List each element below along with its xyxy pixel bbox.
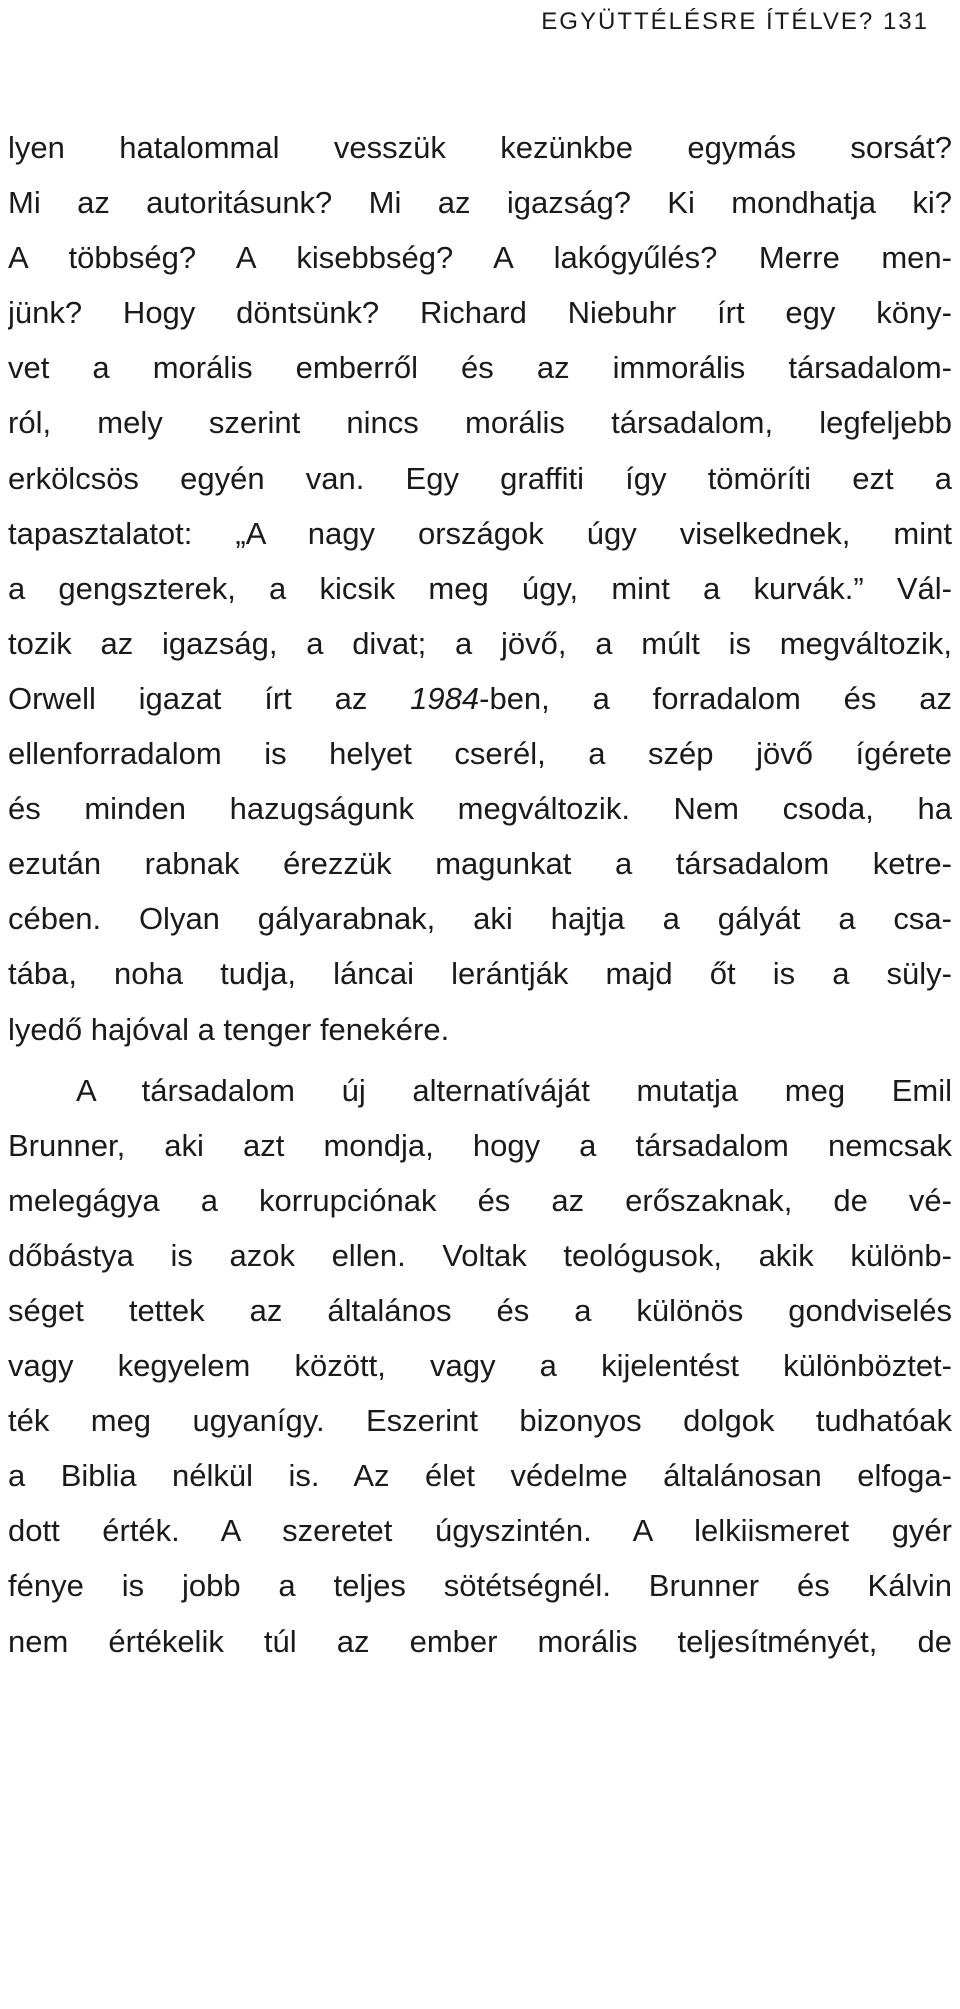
text-line: dőbástya is azok ellen. Voltak teológusok, akik különb-: [8, 1237, 952, 1273]
text-line: erkölcsös egyén van. Egy graffiti így tömöríti ezt a: [8, 460, 952, 496]
text-line: tapasztalatot: „A nagy országok úgy viselkednek, mint: [8, 515, 952, 551]
text-line: vet a morális emberről és az immorális társadalom-: [8, 350, 952, 386]
text-line: vagy kegyelem között, vagy a kijelentést különböztet-: [8, 1348, 952, 1384]
text-line: ezután rabnak érezzük magunkat a társadalom ketre-: [8, 846, 952, 882]
text-line: melegágya a korrupciónak és az erőszaknak, de vé-: [8, 1182, 952, 1218]
text-line: Brunner, aki azt mondja, hogy a társadalom nemcsak: [8, 1127, 952, 1163]
text-line: jünk? Hogy döntsünk? Richard Niebuhr írt egy köny-: [8, 295, 952, 331]
book-title-italic: 1984: [410, 680, 480, 716]
text-line: tába, noha tudja, láncai lerántják majd őt is a süly-: [8, 956, 952, 992]
text-line: lyen hatalommal vesszük kezünkbe egymás sorsát?: [8, 130, 952, 165]
text-line: A többség? A kisebbség? A lakógyűlés? Merre men-: [8, 240, 952, 276]
text-line: és minden hazugságunk megváltozik. Nem csoda, ha: [8, 791, 952, 827]
line-text: Orwell igazat írt az: [8, 680, 411, 716]
text-line: nem értékelik túl az ember morális teljesítményét, de: [8, 1623, 952, 1659]
text-line: A társadalom új alternatíváját mutatja meg Emil: [76, 1072, 952, 1108]
line-text: -ben, a forradalom és az: [479, 680, 952, 716]
text-line: a Biblia nélkül is. Az élet védelme általánosan elfoga-: [8, 1458, 952, 1494]
text-line: fénye is jobb a teljes sötétségnél. Brunner és Kálvin: [8, 1568, 952, 1604]
text-line: [8, 616, 952, 671]
book-page-text: [8, 120, 952, 1669]
text-line: séget tettek az általános és a különös gondviselés: [8, 1292, 952, 1328]
text-line: ték meg ugyanígy. Eszerint bizonyos dolgok tudhatóak: [8, 1403, 952, 1439]
text-line: cében. Olyan gályarabnak, aki hajtja a gályát a csa-: [8, 901, 952, 937]
text-line: [8, 671, 952, 726]
paragraph-1: [8, 120, 952, 1057]
text-line: lyedő hajóval a tenger fenekére.: [8, 1011, 450, 1047]
line-text: tozik az igazság, a divat; a jövő, a múlt is megváltozik,: [8, 625, 952, 661]
text-line: ról, mely szerint nincs morális társadalom, legfeljebb: [8, 405, 952, 441]
text-line: ellenforradalom is helyet cserél, a szép jövő ígérete: [8, 736, 952, 772]
text-line: Mi az autoritásunk? Mi az igazság? Ki mondhatja ki?: [8, 185, 952, 221]
paragraph-2: [8, 1063, 952, 1669]
running-head: EGYÜTTÉLÉSRE ÍTÉLVE? 131: [541, 8, 929, 35]
text-line: dott érték. A szeretet úgyszintén. A lelkiismeret gyér: [8, 1513, 952, 1549]
text-line: a gengszterek, a kicsik meg úgy, mint a kurvák.” Vál-: [8, 570, 952, 606]
